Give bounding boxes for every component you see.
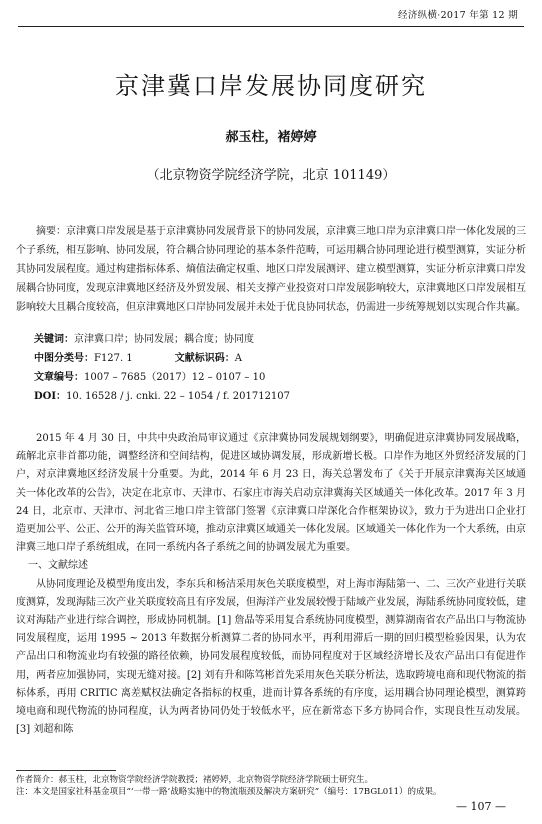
intro-paragraph: 2015 年 4 月 30 日，中共中央政治局审议通过《京津冀协同发展规划纲要》，明确促进京津冀协同发展战略，疏解北京非首都功能，调整经济和空间结构，促进区域协调发展，形成新增长极。口岸作为地区外贸经济发展的门户，对京津冀地区经济发展十分重要。为此，2014 年 6 月 23 日，海关总署发布了《关于开展京津冀海关区域通关一体化改革的公告》，决定在北京市、天津市、石家庄市海关启动京津冀海关区域通关一体化改革。2017 年 3 月 24 日，北京市、天津市、河北省三地口岸主管部门签署《京津冀口岸深化合作框架协议》，致力于为进出口企业打造更加公平、公正、公开的海关监管环境，推动京津冀区域通关一体化发展。区域通关一体化作为一个大系统，由京津冀三地口岸子系统组成，在同一系统内各子系统之间的协调发展尤为重要。	[16, 433, 526, 554]
section-heading: 一、文献综述	[28, 560, 88, 572]
author-intro-note: 作者简介：郝玉柱，北京物资学院经济学院教授；褚婷婷，北京物资学院经济学院硕士研究生。	[16, 775, 374, 785]
keywords: 京津冀口岸；协同发展；耦合度；协同度	[74, 334, 254, 345]
running-head-text: 经济纵横·2017 年第 12 期	[398, 10, 518, 21]
abstract: 摘要：京津冀口岸发展是基于京津冀协同发展背景下的协同发展，京津冀三地口岸为京津冀口岸一体化发展的三个子系统，相互影响、协同发展，符合耦合协同理论的基本条件范畴，可运用耦合协同理论进行模型测算，实证分析其协同发展程度。通过构建指标体系、熵值法确定权重、地区口岸发展测评、建立模型测算，实证分析京津冀口岸发展耦合协同度，发现京津冀地区经济及外贸发展、相关支撑产业投资对口岸发展影响较大，京津冀地区口岸发展相互影响较大且耦合度较高，但京津冀地区口岸协同发展并未处于优良协同状态，仍需进一步统筹规划以实现合作共赢。	[16, 226, 526, 313]
doc-code: A	[234, 353, 242, 364]
doi-line	[34, 391, 290, 403]
doc-code-label: 文献标识码：	[174, 353, 235, 364]
article-number: 1007 – 7685（2017）12 – 0107 – 10	[84, 372, 266, 383]
keywords-line	[34, 334, 254, 346]
funding-note: 注：本文是国家社科基金项目“‘一带一路’战略实施中的物流瓶颈及解决方案研究”（编号：17BGL011）的成果。	[16, 787, 442, 797]
paper-title: 京津冀口岸发展协同度研究	[115, 72, 427, 100]
doi-value: 10. 16528 / j. cnki. 22 – 1054 / f. 201712107	[66, 391, 291, 402]
keywords-label: 关键词：	[34, 334, 74, 345]
main-text	[16, 430, 526, 739]
doi-label: DOI：	[34, 391, 67, 402]
article-number-line	[34, 372, 265, 384]
footnote-rule	[16, 770, 116, 771]
article-number-label: 文章编号：	[34, 372, 84, 383]
header-rule	[18, 26, 524, 27]
clc-code: F127. 1	[94, 353, 133, 364]
page-number: — 107 —	[456, 800, 506, 813]
classification-line	[34, 353, 242, 365]
affiliation: （北京物资学院经济学院，北京 101149）	[146, 168, 396, 183]
authors: 郝玉柱，褚婷婷	[225, 130, 317, 145]
running-header	[18, 6, 524, 22]
literature-paragraph: 从协同度理论及模型角度出发，李东兵和杨洁采用灰色关联度模型，对上海市海陆第一、二、三次产业进行关联度测算，发现海陆三次产业关联度较高且有序发展，但海洋产业发展较慢于陆域产业发展，海陆系统协同度较低，建议对海陆产业进行综合调控，形成协同机制。[1] 詹晶等采用复合系统协同度模型，测算湖南省农产品出口与物流协同发展程度，运用 1995 ~ 2013 年数据分析测算二者的协同水平，再利用滞后一期的回归模型检验因果，认为农产品出口和物流业均有较强的路径依赖，协同发展程度较低，而协同程度对于区域经济增长及农产品出口有促进作用，两者应加强协同，实现无缝对接。[2] 刘有升和陈笃彬首先采用灰色关联分析法，选取跨境电商和现代物流的指标体系，再用 CRITIC 离差赋权法确定各指标的权重，进而计算各系统的有序度，运用耦合协同理论模型，测算跨境电商和现代物流的协同程度，认为两者协同仍处于较低水平，应在新常态下多方协同合作，实现良性互动发展。[3] 刘超和陈	[16, 578, 526, 736]
clc-label: 中图分类号：	[34, 353, 94, 364]
